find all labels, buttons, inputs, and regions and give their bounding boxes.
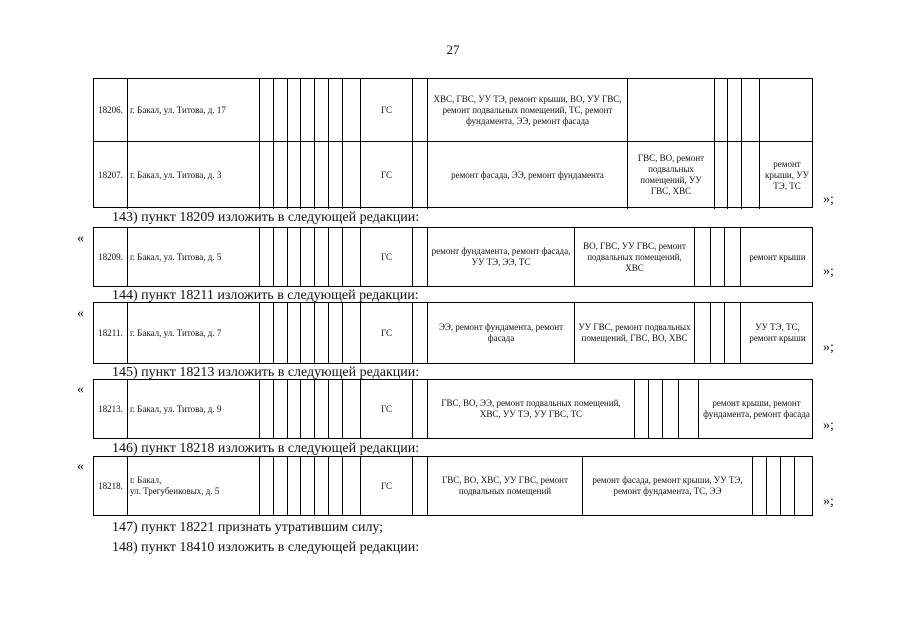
empty-cell (727, 79, 741, 141)
works-cell: ЭЭ, ремонт фундамента, ремонт фасада (427, 303, 574, 363)
empty-cell (328, 141, 342, 209)
page-number: 27 (446, 42, 460, 57)
address-line-2: ул. Трегубеиковых, д. 5 (130, 486, 220, 496)
empty-cell (300, 380, 314, 438)
empty-cell (412, 228, 427, 286)
empty-cell (342, 303, 360, 363)
empty-cell (259, 457, 273, 515)
table-row-18218 (93, 456, 813, 516)
empty-cell (314, 79, 328, 141)
empty-cell (752, 457, 766, 515)
empty-cell (314, 457, 328, 515)
table-row-18209 (93, 227, 813, 287)
type-cell: ГС (360, 303, 412, 363)
empty-cell (314, 303, 328, 363)
empty-cell (710, 228, 724, 286)
empty-cell (300, 141, 314, 209)
type-cell: ГС (360, 228, 412, 286)
empty-cell (759, 79, 814, 141)
type-cell: ГС (360, 457, 412, 515)
empty-cell (328, 79, 342, 141)
address-cell: г. Бакал, ул. Титова, д. 5 (127, 228, 259, 286)
works-cell: ремонт крыши, УУ ТЭ, ТС (759, 141, 814, 209)
empty-cell (714, 141, 727, 209)
empty-cell (273, 79, 287, 141)
works-cell: УУ ГВС, ремонт подвальных помещений, ГВС, ВО, ХВС (574, 303, 694, 363)
empty-cell (314, 380, 328, 438)
empty-cell (342, 380, 360, 438)
empty-cell (794, 457, 814, 515)
empty-cell (678, 380, 698, 438)
instruction-145: 145) пункт 18213 изложить в следующей редакции: (112, 365, 420, 380)
works-cell: ремонт крыши (740, 228, 814, 286)
empty-cell (259, 228, 273, 286)
type-cell: ГС (360, 380, 412, 438)
works-cell: ГВС, ВО, ремонт подвальных помещений, УУ ГВС, ХВС (627, 141, 714, 209)
instruction-147: 147) пункт 18221 признать утратившим силу; (112, 520, 384, 535)
empty-cell (342, 228, 360, 286)
closing-quote: »; (823, 418, 834, 433)
empty-cell (287, 141, 300, 209)
address-cell (127, 457, 259, 515)
works-cell: ВО, ГВС, УУ ГВС, ремонт подвальных помещений, ХВС (574, 228, 694, 286)
empty-cell (259, 380, 273, 438)
empty-cell (287, 380, 300, 438)
address-cell: г. Бакал, ул. Титова, д. 17 (127, 79, 259, 141)
works-cell: УУ ТЭ, ТС, ремонт крыши (740, 303, 814, 363)
empty-cell (766, 457, 780, 515)
address-cell: г. Бакал, ул. Титова, д. 9 (127, 380, 259, 438)
opening-quote: « (77, 459, 84, 474)
empty-cell (314, 228, 328, 286)
empty-cell (300, 228, 314, 286)
type-cell: ГС (360, 79, 412, 141)
row-number: 18211. (98, 327, 123, 338)
empty-cell (412, 457, 427, 515)
address-line-1: г. Бакал, (130, 475, 162, 485)
empty-cell (412, 141, 427, 209)
empty-cell (328, 228, 342, 286)
row-number: 18218. (98, 480, 123, 491)
opening-quote: « (77, 231, 84, 246)
empty-cell (342, 457, 360, 515)
empty-cell (328, 457, 342, 515)
empty-cell (273, 303, 287, 363)
row-number: 18206. (98, 104, 123, 115)
closing-quote: »; (823, 340, 834, 355)
empty-cell (259, 79, 273, 141)
type-cell: ГС (360, 141, 412, 209)
instruction-148: 148) пункт 18410 изложить в следующей редакции: (112, 540, 420, 555)
works-cell: ГВС, ВО, ЭЭ, ремонт подвальных помещений, ХВС, УУ ТЭ, УУ ГВС, ТС (427, 380, 634, 438)
empty-cell (287, 303, 300, 363)
table-18206-18207 (93, 78, 813, 208)
row-number: 18213. (98, 403, 123, 414)
opening-quote: « (77, 306, 84, 321)
empty-cell (273, 380, 287, 438)
empty-cell (724, 303, 740, 363)
empty-cell (741, 79, 759, 141)
closing-quote: »; (823, 494, 834, 509)
empty-cell (273, 141, 287, 209)
empty-cell (727, 141, 741, 209)
empty-cell (328, 303, 342, 363)
empty-cell (300, 79, 314, 141)
empty-cell (634, 380, 648, 438)
empty-cell (300, 457, 314, 515)
works-cell: ремонт фундамента, ремонт фасада, УУ ТЭ, ЭЭ, ТС (427, 228, 574, 286)
empty-cell (724, 228, 740, 286)
empty-cell (259, 141, 273, 209)
instruction-143: 143) пункт 18209 изложить в следующей редакции: (112, 210, 420, 225)
empty-cell (741, 141, 759, 209)
empty-cell (694, 303, 710, 363)
empty-cell (412, 79, 427, 141)
table-row-18213 (93, 379, 813, 439)
empty-cell (328, 380, 342, 438)
works-cell: ремонт фасада, ремонт крыши, УУ ТЭ, ремонт фундамента, ТС, ЭЭ (582, 457, 752, 515)
works-cell: ремонт крыши, ремонт фундамента, ремонт фасада (698, 380, 814, 438)
empty-cell (412, 380, 427, 438)
instruction-144: 144) пункт 18211 изложить в следующей редакции: (112, 288, 419, 303)
address-cell: г. Бакал, ул. Титова, д. 7 (127, 303, 259, 363)
works-cell: ХВС, ГВС, УУ ТЭ, ремонт крыши, ВО, УУ ГВС, ремонт подвальных помещений, ТС, ремонт фундамента, ЭЭ, ремонт фасада (427, 79, 627, 141)
empty-cell (694, 228, 710, 286)
empty-cell (342, 141, 360, 209)
row-number: 18207. (98, 169, 123, 180)
opening-quote: « (77, 382, 84, 397)
empty-cell (273, 228, 287, 286)
empty-cell (287, 457, 300, 515)
empty-cell (300, 303, 314, 363)
empty-cell (412, 303, 427, 363)
empty-cell (662, 380, 678, 438)
empty-cell (648, 380, 662, 438)
table-row-18206 (94, 79, 812, 141)
empty-cell (287, 79, 300, 141)
closing-quote: »; (823, 264, 834, 279)
row-number: 18209. (98, 251, 123, 262)
empty-cell (259, 303, 273, 363)
address-cell: г. Бакал, ул. Титова, д. 3 (127, 141, 259, 209)
table-row-18211 (93, 302, 813, 364)
empty-cell (287, 228, 300, 286)
empty-cell (627, 79, 714, 141)
works-cell: ГВС, ВО, ХВС, УУ ГВС, ремонт подвальных помещений (427, 457, 582, 515)
empty-cell (273, 457, 287, 515)
works-cell: ремонт фасада, ЭЭ, ремонт фундамента (427, 141, 627, 209)
table-row-18207 (94, 141, 812, 209)
empty-cell (714, 79, 727, 141)
empty-cell (342, 79, 360, 141)
empty-cell (780, 457, 794, 515)
closing-quote: »; (823, 192, 834, 207)
empty-cell (710, 303, 724, 363)
empty-cell (314, 141, 328, 209)
instruction-146: 146) пункт 18218 изложить в следующей редакции: (112, 441, 420, 456)
